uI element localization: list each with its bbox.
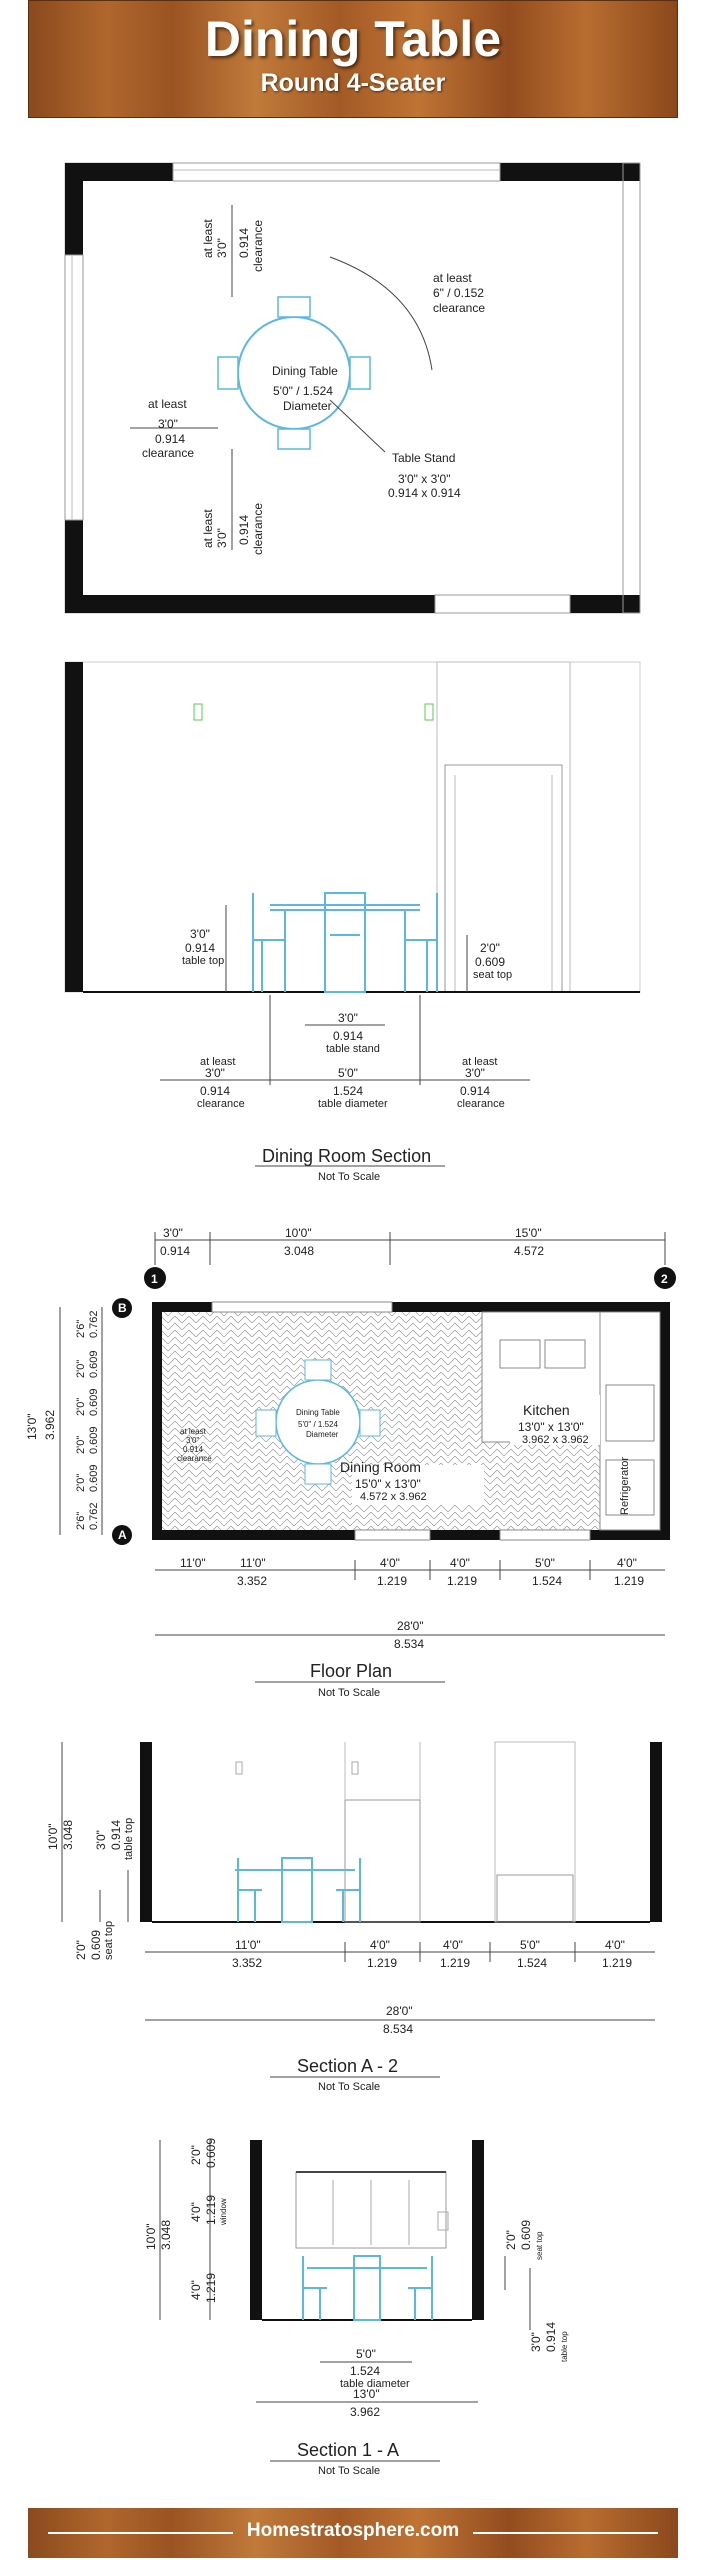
label: clearance bbox=[142, 446, 195, 460]
label: clearance bbox=[177, 1454, 212, 1463]
label: seat top bbox=[535, 2231, 544, 2260]
label: 0.609 bbox=[89, 1929, 103, 1960]
label: 0.914 bbox=[160, 1244, 191, 1258]
page-subtitle: Round 4-Seater bbox=[260, 69, 446, 97]
label: 4'0" bbox=[617, 1556, 637, 1570]
label: 0.914 bbox=[183, 1445, 204, 1454]
label: 15'0" x 13'0" bbox=[355, 1477, 421, 1491]
label: clearance bbox=[433, 301, 486, 315]
table-plan bbox=[65, 163, 640, 613]
label: 3.048 bbox=[284, 1244, 315, 1258]
label: 28'0" bbox=[386, 2004, 413, 2018]
label: 1.219 bbox=[447, 1574, 478, 1588]
label: at least bbox=[201, 509, 215, 548]
label: clearance bbox=[197, 1098, 245, 1110]
footer-rule-right bbox=[473, 2532, 658, 2534]
label: 1.219 bbox=[367, 1956, 398, 1970]
label: 1.219 bbox=[204, 2194, 218, 2225]
label: Dining Table bbox=[296, 1408, 340, 1417]
label: 0.609 bbox=[475, 955, 506, 969]
drawing-title: Floor Plan bbox=[310, 1661, 393, 1681]
label: 4'0" bbox=[189, 2202, 203, 2222]
label: 5'0" / 1.524 bbox=[273, 384, 333, 398]
label: 0.609 bbox=[88, 1464, 100, 1492]
label: 3.962 bbox=[350, 2405, 381, 2419]
label: 13'0" bbox=[353, 2387, 380, 2401]
label: Diameter bbox=[306, 1430, 339, 1439]
label: 13'0" x 13'0" bbox=[518, 1420, 584, 1434]
label: 5'0" bbox=[520, 1938, 540, 1952]
label: 0.914 bbox=[544, 2321, 558, 2352]
section-1a-labels bbox=[144, 2138, 569, 2477]
label: table top bbox=[560, 2331, 569, 2362]
label: 3'0" bbox=[338, 1011, 358, 1025]
drawing-title: Dining Room Section bbox=[262, 1146, 432, 1166]
label: 5'0" / 1.524 bbox=[298, 1420, 338, 1429]
label: 5'0" bbox=[338, 1066, 358, 1080]
label: 0.609 bbox=[204, 2137, 218, 2168]
label: 2'6" bbox=[75, 1511, 87, 1530]
label: 4.572 x 3.962 bbox=[360, 1491, 427, 1503]
label: Refrigerator bbox=[619, 1456, 631, 1515]
room-label-dining: Dining Room bbox=[340, 1459, 421, 1475]
label: 3'0" bbox=[215, 528, 229, 548]
label: 0.609 bbox=[88, 1350, 100, 1378]
label: table top bbox=[182, 955, 225, 967]
label: 2'0" bbox=[480, 941, 500, 955]
label: clearance bbox=[457, 1098, 505, 1110]
label: 8.534 bbox=[394, 1637, 425, 1651]
scale-note: Not To Scale bbox=[318, 1687, 381, 1699]
label: 3'0" bbox=[94, 1830, 108, 1850]
label: 0.914 bbox=[237, 227, 251, 258]
label: 3'0" bbox=[190, 927, 210, 941]
label: 3.352 bbox=[232, 1956, 263, 1970]
label: 6" / 0.152 bbox=[433, 286, 484, 300]
label: at least bbox=[148, 397, 187, 411]
grid-bubble: A bbox=[118, 1528, 127, 1542]
label: 3.048 bbox=[159, 2219, 173, 2250]
label: 10'0" bbox=[144, 2223, 158, 2250]
label: at least bbox=[462, 1056, 498, 1068]
label: 1.219 bbox=[377, 1574, 408, 1588]
label: 3'0" bbox=[186, 1436, 200, 1445]
grid-bubble: 1 bbox=[151, 1272, 158, 1286]
label: 3'0" x 3'0" bbox=[398, 472, 451, 486]
section-labels bbox=[182, 927, 512, 1183]
section-a2-labels bbox=[46, 1818, 632, 2093]
drawing-title: Section 1 - A bbox=[297, 2440, 400, 2460]
label: 2'0" bbox=[75, 1435, 87, 1454]
label: 3.962 bbox=[43, 1409, 57, 1440]
site-name: Homestratosphere.com bbox=[246, 2520, 460, 2541]
label: 3'0" bbox=[465, 1066, 485, 1080]
section-a2 bbox=[62, 1742, 662, 2020]
label: 0.762 bbox=[88, 1502, 100, 1530]
label: seat top bbox=[103, 1920, 115, 1960]
label: 28'0" bbox=[397, 1619, 424, 1633]
label: 1.219 bbox=[440, 1956, 471, 1970]
scale-note: Not To Scale bbox=[318, 2081, 381, 2093]
label: window bbox=[219, 2198, 228, 2225]
label: 0.914 bbox=[185, 941, 216, 955]
label: 3.352 bbox=[237, 1574, 268, 1588]
label: 11'0" bbox=[240, 1556, 266, 1570]
label: at least bbox=[180, 1427, 206, 1436]
label: 10'0" bbox=[285, 1226, 312, 1240]
room-label-kitchen: Kitchen bbox=[523, 1402, 570, 1418]
grid-bubble: B bbox=[118, 1301, 127, 1315]
label: 1.524 bbox=[350, 2364, 381, 2378]
label: table diameter bbox=[318, 1098, 388, 1110]
label: 3'0" bbox=[205, 1066, 225, 1080]
label: 5'0" bbox=[356, 2347, 376, 2361]
label: 13'0" bbox=[25, 1413, 39, 1440]
page-title: Dining Table bbox=[204, 11, 502, 67]
label: seat top bbox=[473, 969, 513, 981]
label: 2'0" bbox=[75, 1473, 87, 1492]
label: 11'0" bbox=[235, 1938, 261, 1952]
label: table diameter bbox=[340, 2378, 410, 2390]
label: 3'0" bbox=[158, 417, 178, 431]
label: 0.609 bbox=[88, 1388, 100, 1416]
label: 4'0" bbox=[370, 1938, 390, 1952]
label: 4'0" bbox=[605, 1938, 625, 1952]
label: 0.914 bbox=[460, 1084, 491, 1098]
label: 0.762 bbox=[88, 1310, 100, 1338]
label: 10'0" bbox=[46, 1823, 60, 1850]
grid-bubble: 2 bbox=[661, 1272, 668, 1286]
label: 0.914 bbox=[200, 1084, 231, 1098]
label: 0.914 x 0.914 bbox=[388, 486, 461, 500]
table-plan-labels bbox=[142, 219, 485, 555]
label: 0.914 bbox=[109, 1819, 123, 1850]
label: 4'0" bbox=[450, 1556, 470, 1570]
label: at least bbox=[433, 271, 472, 285]
label: at least bbox=[201, 219, 215, 258]
label: 1.524 bbox=[333, 1084, 364, 1098]
label: at least bbox=[200, 1056, 236, 1068]
label: 4.572 bbox=[514, 1244, 545, 1258]
label: 3'0" bbox=[529, 2332, 543, 2352]
label: 3'0" bbox=[215, 238, 229, 258]
label: 1.219 bbox=[204, 2272, 218, 2303]
scale-note: Not To Scale bbox=[318, 2465, 381, 2477]
footer-banner bbox=[28, 2508, 678, 2558]
label: table top bbox=[123, 1817, 135, 1860]
drawing-title: Section A - 2 bbox=[297, 2056, 399, 2076]
section-1a bbox=[160, 2137, 530, 2402]
label: 4'0" bbox=[443, 1938, 463, 1952]
label: 1.524 bbox=[532, 1574, 563, 1588]
scale-note: Not To Scale bbox=[318, 1171, 381, 1183]
label: 1.524 bbox=[517, 1956, 548, 1970]
label: 11'0" bbox=[180, 1556, 206, 1570]
label: clearance bbox=[251, 219, 265, 272]
label: 2'0" bbox=[74, 1940, 88, 1960]
label: 2'0" bbox=[504, 2230, 518, 2250]
label: 2'0" bbox=[189, 2145, 203, 2165]
label: 4'0" bbox=[380, 1556, 400, 1570]
label: 0.609 bbox=[88, 1426, 100, 1454]
label: 3.048 bbox=[61, 1819, 75, 1850]
label: 1.219 bbox=[602, 1956, 633, 1970]
label: Diameter bbox=[283, 399, 332, 413]
label: 15'0" bbox=[515, 1226, 542, 1240]
label: 2'0" bbox=[75, 1359, 87, 1378]
label: 3.962 x 3.962 bbox=[522, 1434, 589, 1446]
label: table stand bbox=[326, 1043, 380, 1055]
label: 3'0" bbox=[163, 1226, 183, 1240]
label: 0.609 bbox=[519, 2219, 533, 2250]
label: 2'0" bbox=[75, 1397, 87, 1416]
label: 0.914 bbox=[237, 514, 251, 545]
label: 2'6" bbox=[75, 1319, 87, 1338]
label: clearance bbox=[251, 502, 265, 555]
label: 4'0" bbox=[189, 2280, 203, 2300]
label: 8.534 bbox=[383, 2022, 414, 2036]
label: 0.914 bbox=[333, 1029, 364, 1043]
label: 5'0" bbox=[535, 1556, 555, 1570]
label: 0.914 bbox=[155, 432, 186, 446]
label: 1.219 bbox=[614, 1574, 645, 1588]
label: Dining Table bbox=[272, 364, 338, 378]
label: Table Stand bbox=[392, 451, 456, 465]
